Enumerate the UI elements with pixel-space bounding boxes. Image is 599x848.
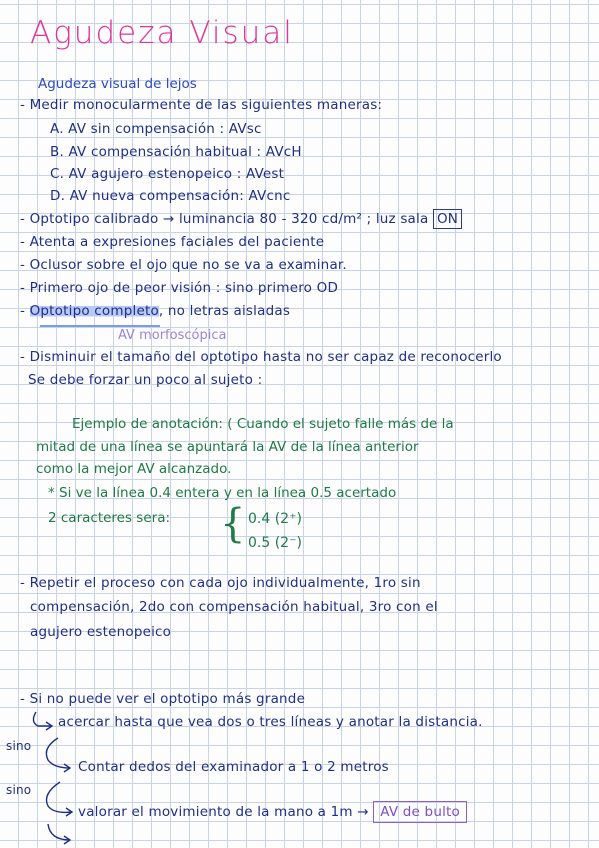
repetir-line-2: compensación, 2do con compensación habitual, 3ro con el <box>30 599 438 615</box>
on-box: ON <box>433 209 462 229</box>
optotipo-completo-line <box>20 305 290 319</box>
example-val-2: 0.5 (2⁻) <box>248 535 302 551</box>
optotipo-line <box>20 213 462 227</box>
example-line-2: mitad de una línea se apuntará la AV de la línea anterior <box>36 439 419 455</box>
example-chars: 2 caracteres sera: <box>48 510 171 526</box>
arrow-curve-1 <box>46 738 70 768</box>
valorar-text: valorar el movimiento de la mano a 1m <box>78 804 353 820</box>
optotipo-completo-highlight: Optotipo completo <box>29 303 159 319</box>
arrow-curve-2 <box>47 782 73 812</box>
sino-label-1: sino <box>6 739 32 753</box>
example-line-3: como la mejor AV alcanzado. <box>36 461 232 477</box>
disminuir-line: - Disminuir el tamaño del optotipo hasta no ser capaz de reconocerlo <box>20 349 502 365</box>
av-morfoscopica: AV morfoscópica <box>118 328 227 343</box>
sino-label-2: sino <box>6 783 32 797</box>
bullet-expresiones: - Atenta a expresiones faciales del paciente <box>20 234 325 250</box>
contar-line: Contar dedos del examinador a 1 o 2 metros <box>78 759 389 775</box>
method-d: D. AV nueva compensación: AVcnc <box>50 188 291 204</box>
bullet-primero: - Primero ojo de peor visión : sino primero OD <box>20 280 339 296</box>
repetir-line-3: agujero estenopeico <box>30 624 172 640</box>
letras-aisladas: , no letras aisladas <box>158 303 291 319</box>
brace-symbol: { <box>220 501 246 547</box>
page-title: Agudeza Visual <box>30 15 294 51</box>
example-star: * Si ve la línea 0.4 entera y en la línea 0.5 acertado <box>48 485 397 501</box>
bullet-oclusor: - Oclusor sobre el ojo que no se va a examinar. <box>20 257 347 273</box>
section-subtitle: Agudeza visual de lejos <box>38 76 197 92</box>
example-val-1: 0.4 (2⁺) <box>248 511 302 527</box>
acercar-line: acercar hasta que vea dos o tres líneas y anotar la distancia. <box>58 714 483 730</box>
method-b: B. AV compensación habitual : AVcH <box>50 144 302 160</box>
av-bulto-box: AV de bulto <box>373 801 467 823</box>
no-ve-line: - Si no puede ver el optotipo más grande <box>20 691 306 707</box>
method-a: A. AV sin compensación : AVsc <box>50 121 262 137</box>
example-line-1: Ejemplo de anotación: ( Cuando el sujeto falle más de la <box>72 416 454 432</box>
method-c: C. AV agujero estenopeico : AVest <box>50 166 285 182</box>
repetir-line-1: - Repetir el proceso con cada ojo individualmente, 1ro sin <box>20 575 421 591</box>
optotipo-dash: - <box>20 303 26 319</box>
forzar-line: Se debe forzar un poco al sujeto : <box>28 372 263 388</box>
arrow-right-icon: → <box>357 804 369 820</box>
valorar-line <box>78 806 467 820</box>
measure-intro: - Medir monocularmente de las siguientes maneras: <box>20 97 383 113</box>
optotipo-text: - Optotipo calibrado → luminancia 80 - 320 cd/m² ; luz sala <box>20 211 429 227</box>
